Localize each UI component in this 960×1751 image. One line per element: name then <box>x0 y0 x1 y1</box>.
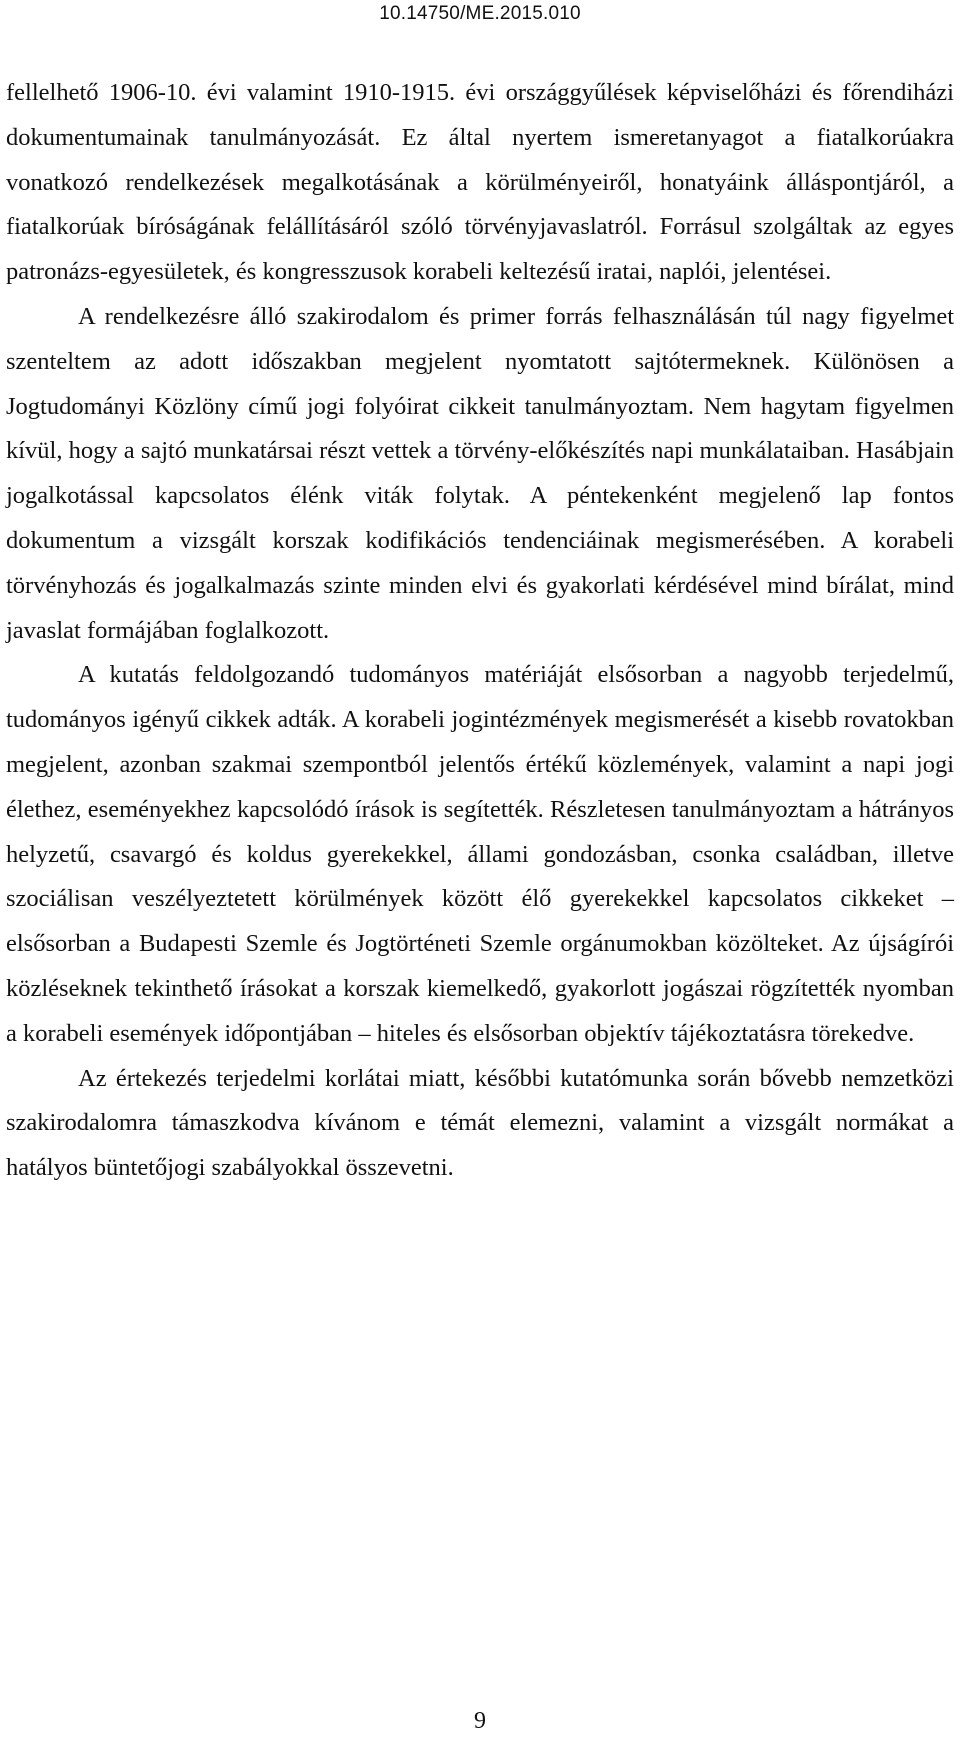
body-text <box>6 71 954 1191</box>
paragraph-press: A rendelkezésre álló szakirodalom és primer forrás felhasználásán túl nagy figyelmet szenteltem az adott időszakban megjelent nyomtatott sajtótermeknek. Különösen a Jogtudományi Közlöny című jogi folyóirat cikkeit tanulmányoztam. Nem hagytam figyelmen kívül, hogy a sajtó munkatársai részt vettek a törvény-előkészítés napi munkálataiban. Hasábjain jogalkotással kapcsolatos élénk viták folytak. A péntekenként megjelenő lap fontos dokumentum a vizsgált korszak kodifikációs tendenciáinak megismerésében. A korabeli törvényhozás és jogalkalmazás szinte minden elvi és gyakorlati kérdésével mind bírálat, mind javaslat formájában foglalkozott. <box>6 302 954 644</box>
doi-header: 10.14750/ME.2015.010 <box>379 3 581 24</box>
paragraph-research: A kutatás feldolgozandó tudományos matériáját elsősorban a nagyobb terjedelmű, tudományos igényű cikkek adták. A korabeli jogintézmények megismerését a kisebb rovatokban megjelent, azonban szakmai szempontból jelentős értékű közlemények, valamint a napi jogi élethez, eseményekhez kapcsolódó írások is segítették. Részletesen tanulmányoztam a hátrányos helyzetű, csavargó és koldus gyerekekkel, állami gondozásban, csonka családban, illetve szociálisan veszélyeztetett körülmények között élő gyerekekkel kapcsolatos cikkeket – elsősorban a Budapesti Szemle és Jogtörténeti Szemle orgánumokban közölteket. Az újságírói közléseknek tekinthető írásokat a korszak kiemelkedő, gyakorlott jogászai rögzítették nyomban a korabeli események időpontjában – hiteles és elsősorban objektív tájékoztatásra törekedve. <box>6 661 954 1047</box>
paragraph-limitations: Az értekezés terjedelmi korlátai miatt, későbbi kutatómunka során bővebb nemzetközi szakirodalomra támaszkodva kívánom e témát elemezni, valamint a vizsgált normákat a hatályos büntetőjogi szabályokkal összevetni. <box>6 1064 954 1182</box>
paragraph-sources: fellelhető 1906-10. évi valamint 1910-1915. évi országgyűlések képviselőházi és főrendiházi dokumentumainak tanulmányozását. Ez által nyertem ismeretanyagot a fiatalkorúakra vonatkozó rendelkezések megalkotásának a körülményeiről, honatyáink álláspontjáról, a fiatalkorúak bíróságának felállításáról szóló törvényjavaslatról. Forrásul szolgáltak az egyes patronázs-egyesületek, és kongresszusok korabeli keltezésű iratai, naplói, jelentései. <box>6 79 954 286</box>
page-number: 9 <box>474 1708 486 1734</box>
